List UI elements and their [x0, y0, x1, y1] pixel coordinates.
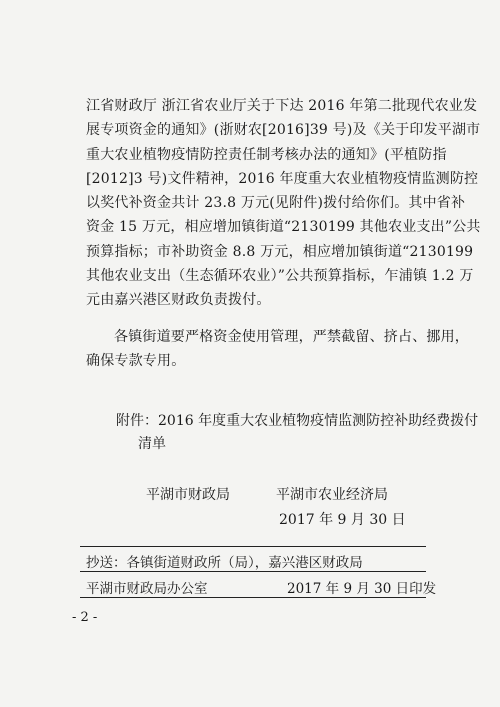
- body-line: 各镇街道要严格资金使用管理，严禁截留、挤占、挪用，: [114, 328, 469, 345]
- issuer-office: 平湖市财政局办公室: [86, 581, 208, 597]
- signature-org-finance: 平湖市财政局: [146, 487, 230, 503]
- footer-rule-top: [80, 546, 426, 547]
- cc-line: 抄送：各镇街道财政所（局），嘉兴港区财政局: [86, 555, 363, 571]
- body-line: 预算指标；市补助资金 8.8 万元，相应增加镇街道“2130199: [86, 243, 474, 260]
- body-line: 资金 15 万元，相应增加镇街道“2130199 其他农业支出”公共: [86, 219, 481, 236]
- body-line: 展专项资金的通知》(浙财农[2016]39 号)及《关于印发平湖市: [86, 122, 481, 139]
- body-paragraph-1: [86, 94, 481, 373]
- footer-rule-middle: [80, 571, 426, 572]
- body-line: 元由嘉兴港区财政负责拨付。: [86, 292, 271, 309]
- page-number: - 2 -: [72, 610, 98, 625]
- signature-org-agriculture: 平湖市农业经济局: [276, 487, 388, 503]
- body-line: 其他农业支出（生态循环农业）”公共预算指标，乍浦镇 1.2 万: [86, 268, 474, 285]
- signature-date: 2017 年 9 月 30 日: [279, 512, 406, 528]
- print-date: 2017 年 9 月 30 日印发: [287, 581, 437, 597]
- body-line: 确保专款专用。: [86, 352, 186, 369]
- attachment-line: 清单: [138, 436, 166, 452]
- attachment-note: [116, 410, 479, 456]
- footer-rule-bottom: [80, 597, 426, 598]
- paragraph-gap: [86, 313, 422, 325]
- body-line: [2012]3 号)文件精神，2016 年度重大农业植物疫情监测防控: [86, 170, 479, 187]
- attachment-line: 附件：2016 年度重大农业植物疫情监测防控补助经费拨付: [116, 413, 479, 429]
- body-line: 以奖代补资金共计 23.8 万元(见附件)拨付给你们。其中省补: [86, 195, 466, 212]
- body-line: 重大农业植物疫情防控责任制考核办法的通知》(平植防指: [86, 146, 447, 163]
- body-line: 江省财政厅 浙江省农业厅关于下达 2016 年第二批现代农业发: [86, 98, 478, 114]
